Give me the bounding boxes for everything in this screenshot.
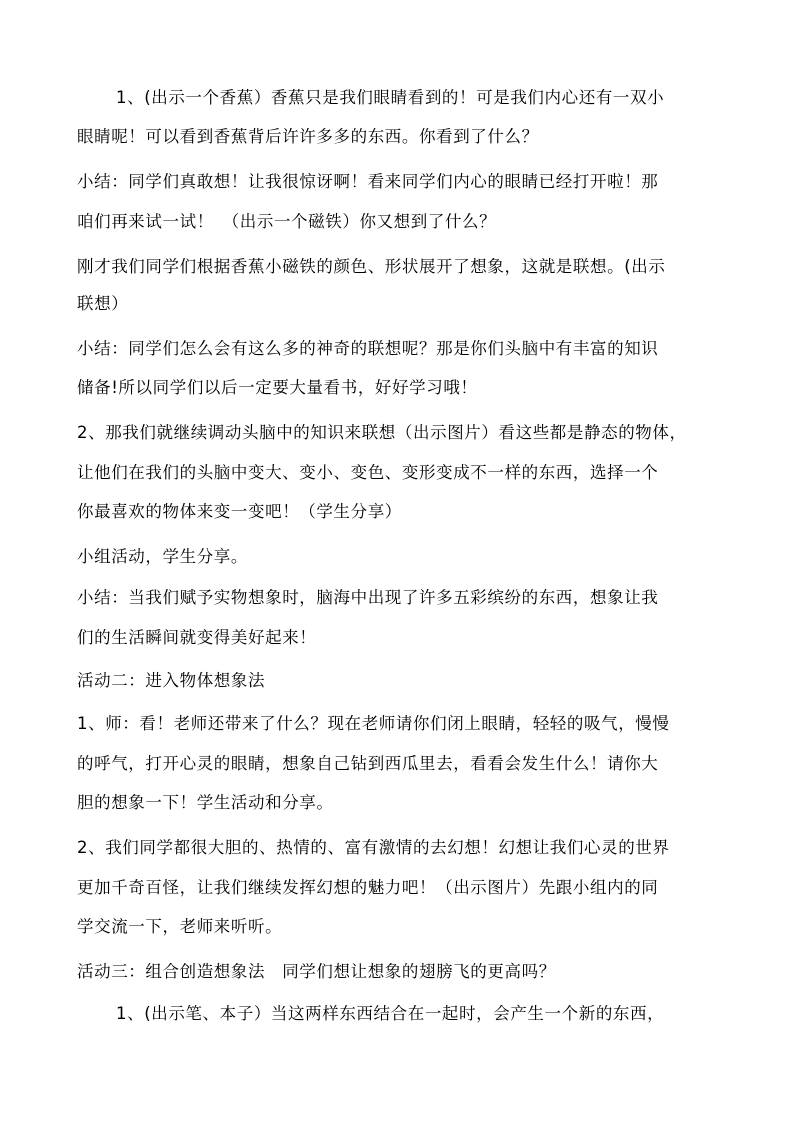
paragraph-line: 让他们在我们的头脑中变大、变小、变色、变形变成不一样的东西，选择一个 bbox=[77, 463, 659, 482]
paragraph-line: 小组活动，学生分享。 bbox=[77, 547, 248, 566]
section-heading: 活动二：进入物体想象法 bbox=[77, 671, 266, 690]
paragraph-line: 小结：同学们怎么会有这么多的神奇的联想呢？那是你们头脑中有丰富的知识 bbox=[77, 339, 659, 358]
paragraph-line: 眼睛呢！可以看到香蕉背后许许多多的东西。你看到了什么？ bbox=[77, 127, 539, 146]
paragraph-line: 的呼气，打开心灵的眼睛，想象自己钻到西瓜里去，看看会发生什么！请你大 bbox=[77, 754, 659, 773]
paragraph-line: 胆的想象一下！学生活动和分享。 bbox=[77, 793, 334, 812]
paragraph-line: 小结：当我们赋予实物想象时，脑海中出现了许多五彩缤纷的东西，想象让我 bbox=[77, 588, 659, 607]
paragraph-line: 储备!所以同学们以后一定要大量看书，好好学习哦！ bbox=[77, 378, 478, 397]
paragraph-line: 们的生活瞬间就变得美好起来！ bbox=[77, 628, 317, 647]
paragraph-line: 2、那我们就继续调动头脑中的知识来联想（出示图片）看这些都是静态的物体， bbox=[77, 423, 687, 442]
paragraph-line: 更加千奇百怪，让我们继续发挥幻想的魅力吧！（出示图片）先跟小组内的同 bbox=[77, 878, 659, 897]
paragraph-line: 咱们再来试一试！ （出示一个磁铁）你又想到了什么？ bbox=[77, 212, 497, 231]
paragraph-line: 联想） bbox=[77, 294, 129, 313]
paragraph-line: 1、(出示一个香蕉）香蕉只是我们眼睛看到的！可是我们内心还有一双小 bbox=[116, 88, 665, 107]
paragraph-line: 学交流一下，老师来听听。 bbox=[77, 917, 283, 936]
paragraph-line: 小结：同学们真敢想！让我很惊讶啊！看来同学们内心的眼睛已经打开啦！那 bbox=[77, 172, 659, 191]
paragraph-line: 1、(出示笔、本子）当这两样东西结合在一起时，会产生一个新的东西， bbox=[116, 1004, 665, 1023]
paragraph-line: 你最喜欢的物体来变一变吧！（学生分享） bbox=[77, 502, 402, 521]
paragraph-line: 刚才我们同学们根据香蕉小磁铁的颜色、形状展开了想象，这就是联想。(出示 bbox=[77, 257, 666, 276]
section-heading: 活动三：组合创造想象法 同学们想让想象的翅膀飞的更高吗？ bbox=[77, 962, 556, 981]
paragraph-line: 2、我们同学都很大胆的、热情的、富有激情的去幻想！幻想让我们心灵的世界 bbox=[77, 838, 670, 857]
paragraph-line: 1、师：看！老师还带来了什么？现在老师请你们闭上眼睛，轻轻的吸气，慢慢 bbox=[77, 714, 670, 733]
